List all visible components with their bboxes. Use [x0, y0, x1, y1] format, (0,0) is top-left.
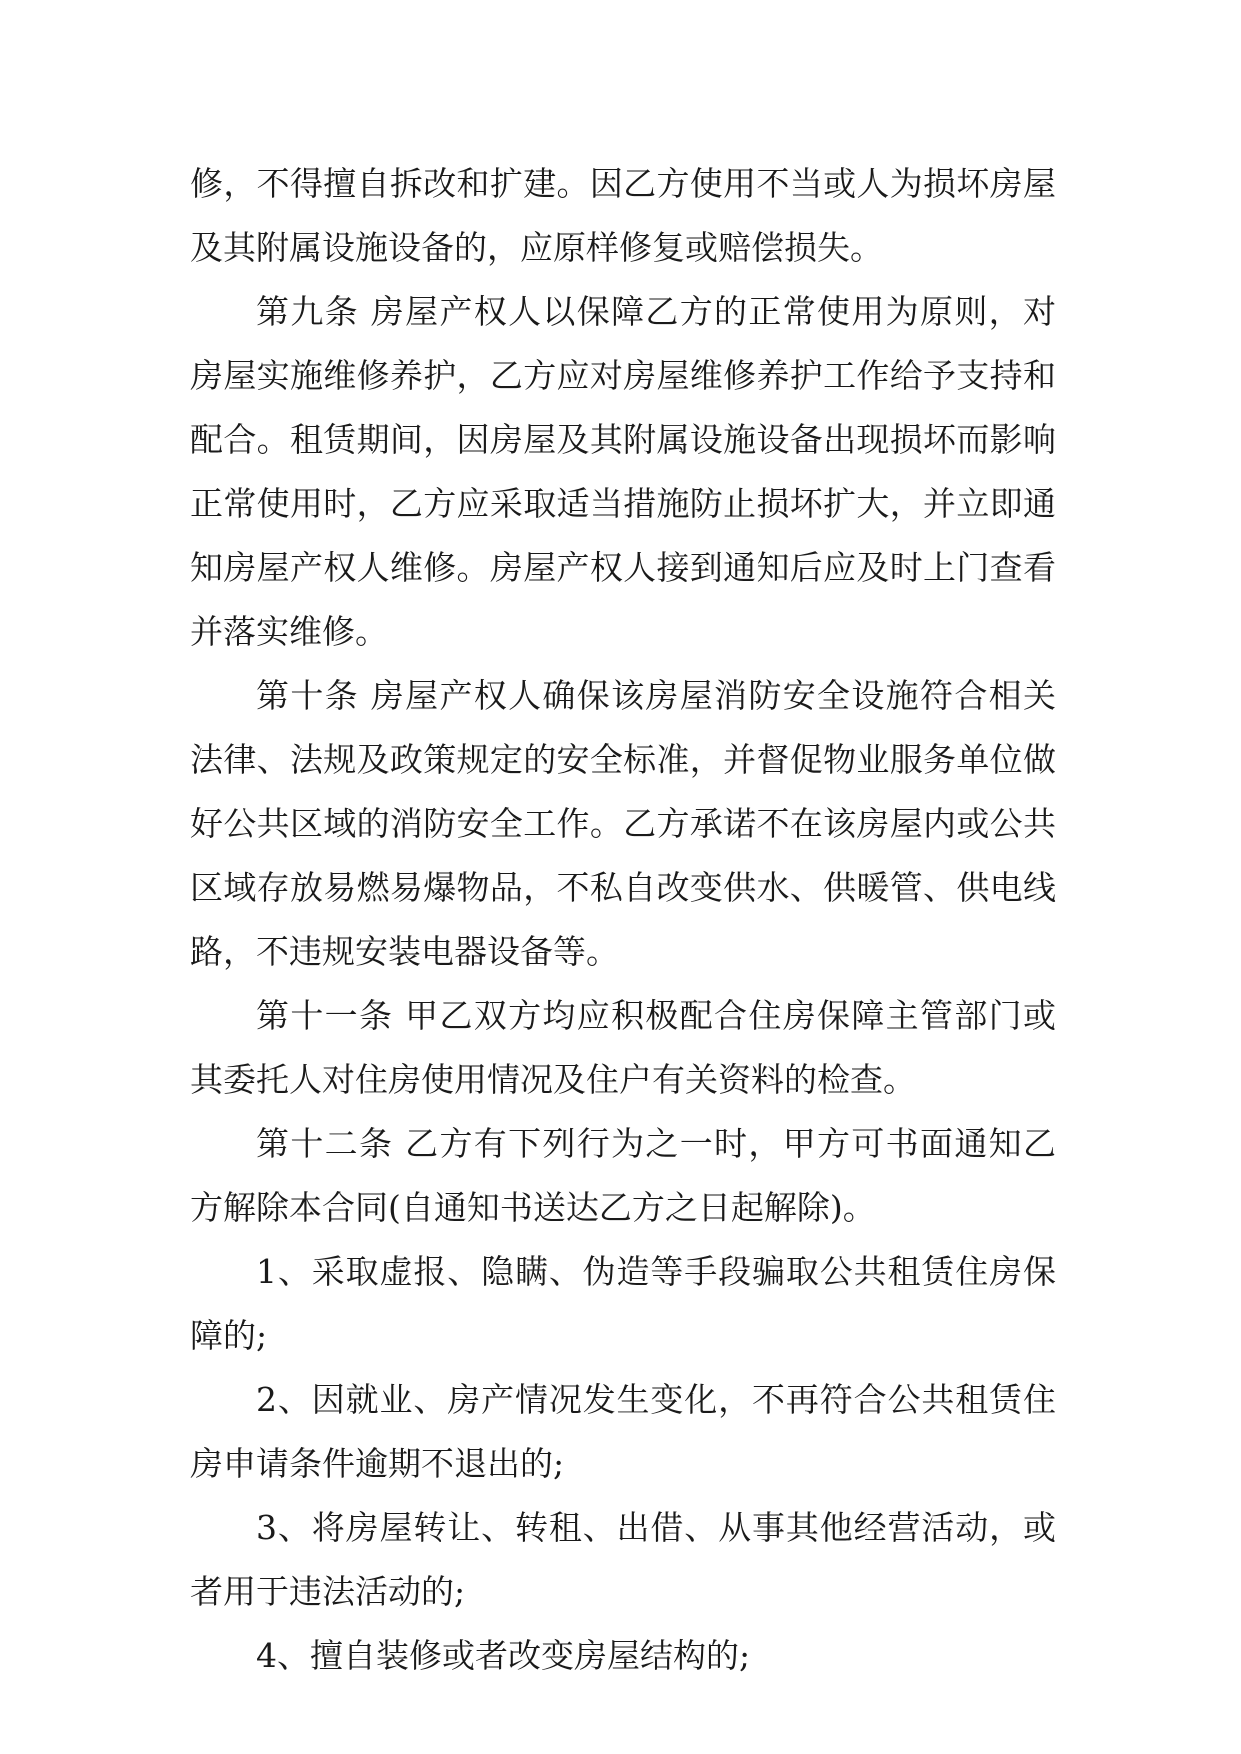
- text-line: 方解除本合同(自通知书送达乙方之日起解除)。: [190, 1188, 876, 1227]
- text-line: 房屋实施维修养护，乙方应对房屋维修养护工作给予支持和: [190, 356, 1056, 395]
- text-line: 4、擅自装修或者改变房屋结构的;: [256, 1636, 751, 1675]
- text-line: 第九条 房屋产权人以保障乙方的正常使用为原则，对: [256, 292, 1056, 331]
- text-line: 修，不得擅自拆改和扩建。因乙方使用不当或人为损坏房屋: [190, 164, 1056, 203]
- text-line: 2、因就业、房产情况发生变化，不再符合公共租赁住: [256, 1380, 1056, 1419]
- text-line: 1、采取虚报、隐瞒、伪造等手段骗取公共租赁住房保: [256, 1252, 1056, 1291]
- text-line: 好公共区域的消防安全工作。乙方承诺不在该房屋内或公共: [190, 804, 1056, 843]
- text-line: 第十二条 乙方有下列行为之一时，甲方可书面通知乙: [256, 1124, 1056, 1163]
- text-line: 其委托人对住房使用情况及住户有关资料的检查。: [190, 1060, 916, 1099]
- text-line: 者用于违法活动的;: [190, 1572, 466, 1611]
- text-line: 3、将房屋转让、转租、出借、从事其他经营活动，或: [256, 1508, 1056, 1547]
- text-line: 配合。租赁期间，因房屋及其附属设施设备出现损坏而影响: [190, 420, 1056, 459]
- text-line: 区域存放易燃易爆物品，不私自改变供水、供暖管、供电线: [190, 868, 1056, 907]
- text-line: 及其附属设施设备的，应原样修复或赔偿损失。: [190, 228, 883, 267]
- document-body: [190, 152, 1056, 1688]
- text-line: 路，不违规安装电器设备等。: [190, 932, 619, 971]
- text-line: 法律、法规及政策规定的安全标准，并督促物业服务单位做: [190, 740, 1056, 779]
- text-line: 第十一条 甲乙双方均应积极配合住房保障主管部门或: [256, 996, 1056, 1035]
- text-line: 正常使用时，乙方应采取适当措施防止损坏扩大，并立即通: [190, 484, 1056, 523]
- text-line: 房申请条件逾期不退出的;: [190, 1444, 565, 1483]
- text-line: 第十条 房屋产权人确保该房屋消防安全设施符合相关: [256, 676, 1056, 715]
- text-line: 知房屋产权人维修。房屋产权人接到通知后应及时上门查看: [190, 548, 1056, 587]
- text-line: 并落实维修。: [190, 612, 388, 651]
- text-line: 障的;: [190, 1316, 268, 1355]
